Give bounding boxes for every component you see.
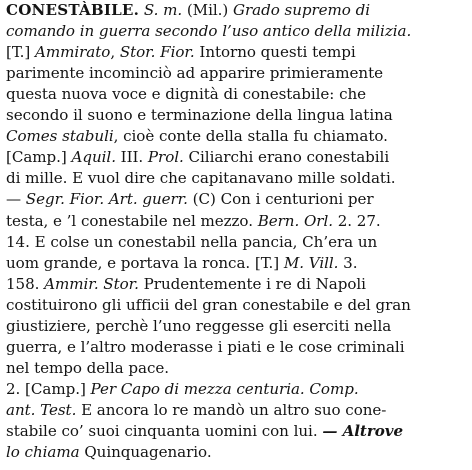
bold-italic-text: — Altrove xyxy=(322,422,404,440)
entry-text: parimente incominciò ad apparire primieramente xyxy=(6,64,384,83)
italic-text: comando in guerra secondo l’uso antico della milizia. xyxy=(6,22,412,41)
italic-text: Aquil. xyxy=(71,148,116,167)
entry-text: — xyxy=(6,190,26,209)
entry-text: testa, e ’l conestabile nel mezzo. xyxy=(6,211,258,230)
entry-text: 2. 27. xyxy=(333,211,381,230)
entry-text: guerra, e l’altro moderasse i piati e le cose criminali xyxy=(6,337,405,356)
entry-line xyxy=(6,232,378,251)
entry-line xyxy=(6,274,366,293)
entry-text: Intorno questi tempi xyxy=(194,43,356,62)
entry-line xyxy=(6,87,366,102)
italic-text: Bern. Orl. xyxy=(257,211,333,230)
entry-line xyxy=(6,24,411,39)
entry-line xyxy=(6,295,411,314)
entry-line xyxy=(6,400,387,419)
entry-line xyxy=(6,129,388,144)
entry-line xyxy=(6,45,356,60)
italic-text: S. m. xyxy=(143,1,183,19)
entry-text: Quinquagenario. xyxy=(79,443,212,462)
italic-text: Comes stabuli xyxy=(6,127,114,146)
entry-line xyxy=(6,424,403,439)
entry-text: (C) Con i centurioni per xyxy=(187,190,374,209)
entry-line xyxy=(6,445,212,460)
entry-text: , cioè conte della stalla fu chiamato. xyxy=(113,127,388,146)
italic-text: lo chiama xyxy=(6,443,80,462)
italic-text: Ammirato xyxy=(34,43,111,62)
entry-line xyxy=(6,358,169,377)
italic-text: Stor. Fior. xyxy=(119,43,195,62)
entry-text: costituirono gli ufficii del gran conestabile e del gran xyxy=(6,295,411,314)
italic-text: Ammir. Stor. xyxy=(44,274,139,293)
entry-text: stabile co’ suoi cinquanta uomini con lui. xyxy=(6,422,323,440)
entry-line xyxy=(6,108,393,123)
entry-text: di mille. E vuol dire che capitanavano mille soldati. xyxy=(6,169,396,188)
entry-line xyxy=(6,337,405,356)
entry-line xyxy=(6,66,383,81)
entry-line xyxy=(6,379,359,398)
entry-line xyxy=(6,3,370,18)
entry-text: (Mil.) xyxy=(182,1,233,19)
entry-text: secondo il suono e terminazione della lingua latina xyxy=(6,106,393,125)
italic-text: Prol. xyxy=(147,148,184,167)
entry-text: 158. xyxy=(6,274,45,293)
italic-text: Segr. Fior. Art. guerr. xyxy=(25,190,188,209)
entry-text: [Camp.] xyxy=(6,148,72,167)
entry-text: giustiziere, perchè l’uno reggesse gli eserciti nella xyxy=(6,316,392,335)
entry-line xyxy=(6,253,358,272)
entry-text: , xyxy=(110,43,120,62)
entry-text: nel tempo della pace. xyxy=(6,358,169,377)
entry-text: 2. [Camp.] xyxy=(6,379,91,398)
italic-text: M. Vill. xyxy=(283,253,339,272)
entry-text: III. xyxy=(115,148,148,167)
entry-text: Prudentemente i re di Napoli xyxy=(138,274,366,293)
entry-text: questa nuova voce e dignità di conestabile: che xyxy=(6,85,367,104)
italic-text: Grado supremo di xyxy=(232,1,370,19)
entry-text: Ciliarchi erano conestabili xyxy=(183,148,390,167)
entry-line xyxy=(6,192,374,207)
entry-line xyxy=(6,316,392,335)
entry-text: [T.] xyxy=(6,43,35,62)
entry-text: 3. xyxy=(338,253,358,272)
entry-line xyxy=(6,171,395,186)
entry-text: E ancora lo re mandò un altro suo cone- xyxy=(76,400,387,419)
italic-text: ant. Test. xyxy=(6,400,77,419)
headword: CONESTÀBILE. xyxy=(6,1,140,19)
entry-text: uom grande, e portava la ronca. [T.] xyxy=(6,253,284,272)
entry-text: 14. E colse un conestabil nella pancia, Ch’era un xyxy=(6,232,378,251)
entry-line xyxy=(6,150,389,165)
entry-line xyxy=(6,211,381,230)
italic-text: Per Capo di mezza centuria. Comp. xyxy=(90,379,359,398)
